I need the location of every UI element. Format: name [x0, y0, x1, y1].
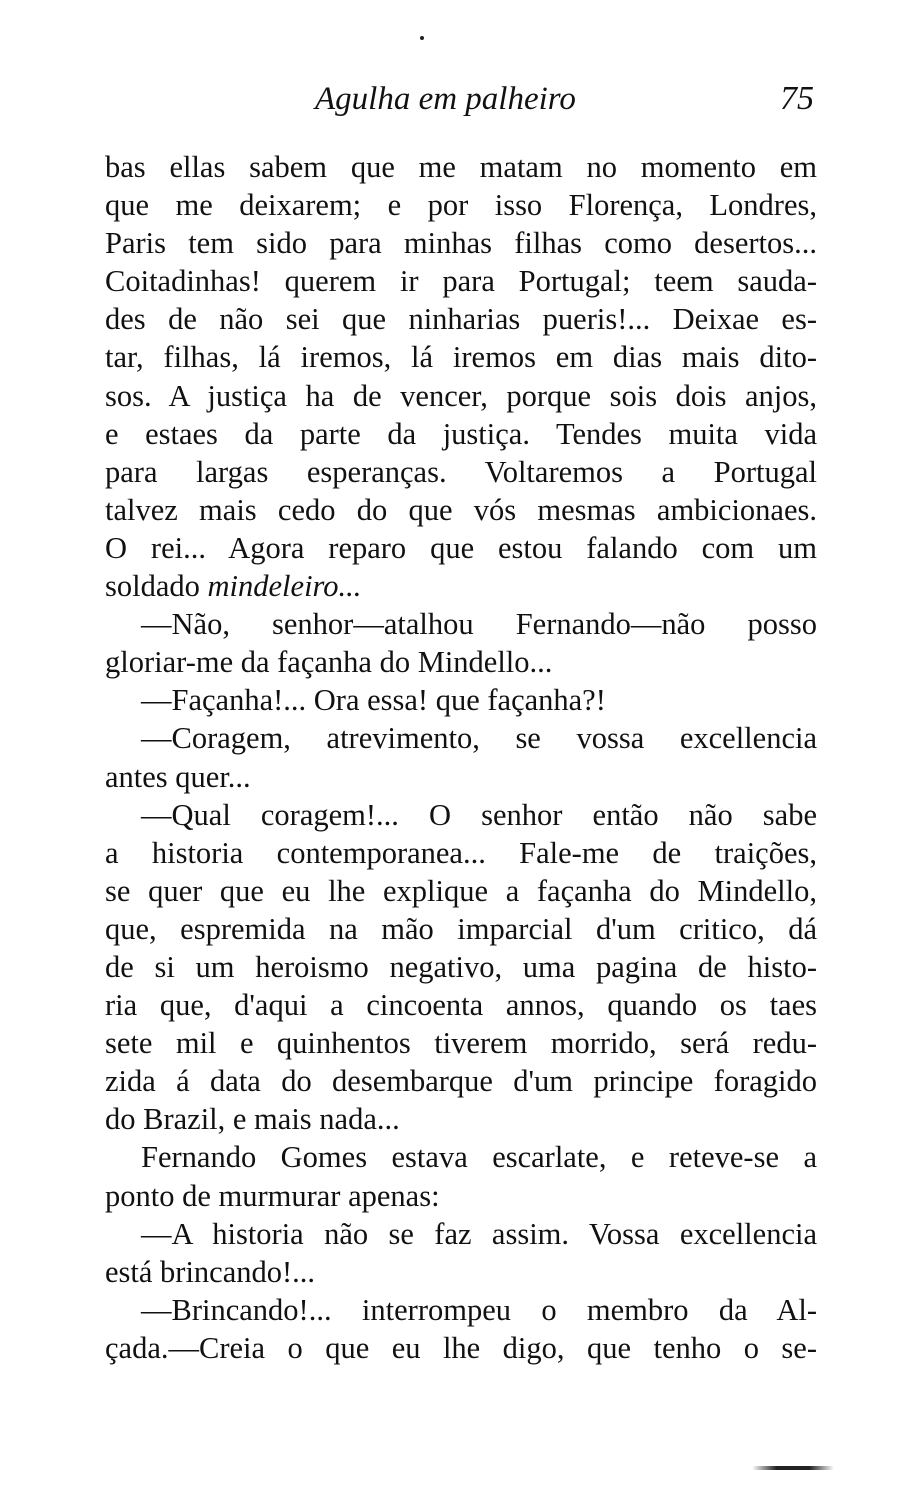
- text-line: [105, 1329, 817, 1367]
- italic-word: mindeleiro...: [207, 569, 362, 604]
- text-line-content: está brincando!...: [105, 1254, 316, 1289]
- text-line-content: tar, filhas, lá iremos, lá iremos em dias mais dito-: [105, 340, 817, 375]
- text-line-content: do Brazil, e mais nada...: [105, 1102, 400, 1137]
- text-line-content: que, espremida na mão imparcial d'um critico, dá: [105, 911, 817, 946]
- text-line: [105, 148, 817, 186]
- text-line-content: Paris tem sido para minhas filhas como desertos...: [105, 226, 817, 261]
- text-line: [105, 1100, 817, 1138]
- text-line-content: —Qual coragem!... O senhor então não sabe: [141, 797, 817, 832]
- text-line: [105, 529, 817, 567]
- text-line-content: —Brincando!... interrompeu o membro da Al-: [141, 1292, 817, 1327]
- text-line: [105, 834, 817, 872]
- text-line-content: —Coragem, atrevimento, se vossa excellencia: [141, 721, 817, 756]
- text-line-content: —Não, senhor—atalhou Fernando—não posso: [141, 607, 817, 642]
- ornament-rule: [752, 1466, 834, 1470]
- text-line: [105, 1291, 817, 1329]
- text-line-content: Fernando Gomes estava escarlate, e reteve-se a: [141, 1140, 817, 1175]
- text-line: [105, 986, 817, 1024]
- text-line: [105, 415, 817, 453]
- text-line-content: se quer que eu lhe explique a façanha do Mindello,: [105, 873, 817, 908]
- text-line: [105, 872, 817, 910]
- text-line-content: gloriar-me da façanha do Mindello...: [105, 645, 553, 680]
- text-line-content: talvez mais cedo do que vós mesmas ambicionaes.: [105, 492, 817, 527]
- running-head: [105, 76, 820, 122]
- text-line-content: ponto de murmurar apenas:: [105, 1178, 440, 1213]
- text-line-content: e estaes da parte da justiça. Tendes muita vida: [105, 416, 817, 451]
- text-line-content: a historia contemporanea... Fale-me de traições,: [105, 835, 817, 870]
- text-line: [105, 643, 817, 681]
- text-line: [105, 605, 817, 643]
- text-line: [105, 300, 817, 338]
- text-line-content: sete mil e quinhentos tiverem morrido, será redu-: [105, 1026, 817, 1061]
- text-line-content: de si um heroismo negativo, uma pagina de histo-: [105, 949, 817, 984]
- text-line-content: ria que, d'aqui a cincoenta annos, quando os taes: [105, 988, 817, 1023]
- text-line-content: —A historia não se faz assim. Vossa excellencia: [141, 1216, 817, 1251]
- text-line-content: —Façanha!... Ora essa! que façanha?!: [141, 683, 606, 718]
- text-line: [105, 1062, 817, 1100]
- text-line-content: zida á data do desembarque d'um principe foragido: [105, 1064, 817, 1099]
- text-line: [105, 453, 817, 491]
- text-line-content: antes quer...: [105, 759, 251, 794]
- text-line: [105, 1177, 817, 1215]
- text-line: [105, 719, 817, 757]
- print-speck: [420, 36, 424, 40]
- text-line: [105, 948, 817, 986]
- text-line: [105, 910, 817, 948]
- text-line-content: Coitadinhas! querem ir para Portugal; teem sauda-: [105, 264, 817, 299]
- text-line: [105, 567, 817, 605]
- text-line: [105, 796, 817, 834]
- text-line-content: bas ellas sabem que me matam no momento em: [105, 150, 817, 184]
- running-title: Agulha em palheiro: [315, 81, 576, 117]
- text-line: [105, 186, 817, 224]
- page-number: 75: [780, 80, 814, 117]
- text-line: [105, 491, 817, 529]
- text-line-content: O rei... Agora reparo que estou falando com um: [105, 530, 817, 565]
- text-line-content: soldado: [105, 569, 208, 604]
- text-line-content: çada.—Creia o que eu lhe digo, que tenho o se-: [105, 1330, 817, 1365]
- text-line: [105, 758, 817, 796]
- text-line-content: que me deixarem; e por isso Florença, Londres,: [105, 188, 817, 223]
- text-line: [105, 1138, 817, 1176]
- text-line: [105, 1024, 817, 1062]
- text-line-content: para largas esperanças. Voltaremos a Portugal: [105, 454, 817, 489]
- body-text: [105, 148, 817, 1367]
- text-line: [105, 1215, 817, 1253]
- text-line: [105, 338, 817, 376]
- text-line-content: des de não sei que ninharias pueris!... Deixae es-: [105, 302, 817, 337]
- text-line: [105, 681, 817, 719]
- text-line: [105, 377, 817, 415]
- text-line-content: sos. A justiça ha de vencer, porque sois dois anjos,: [105, 378, 817, 413]
- text-line: [105, 1253, 817, 1291]
- text-line: [105, 224, 817, 262]
- text-line: [105, 262, 817, 300]
